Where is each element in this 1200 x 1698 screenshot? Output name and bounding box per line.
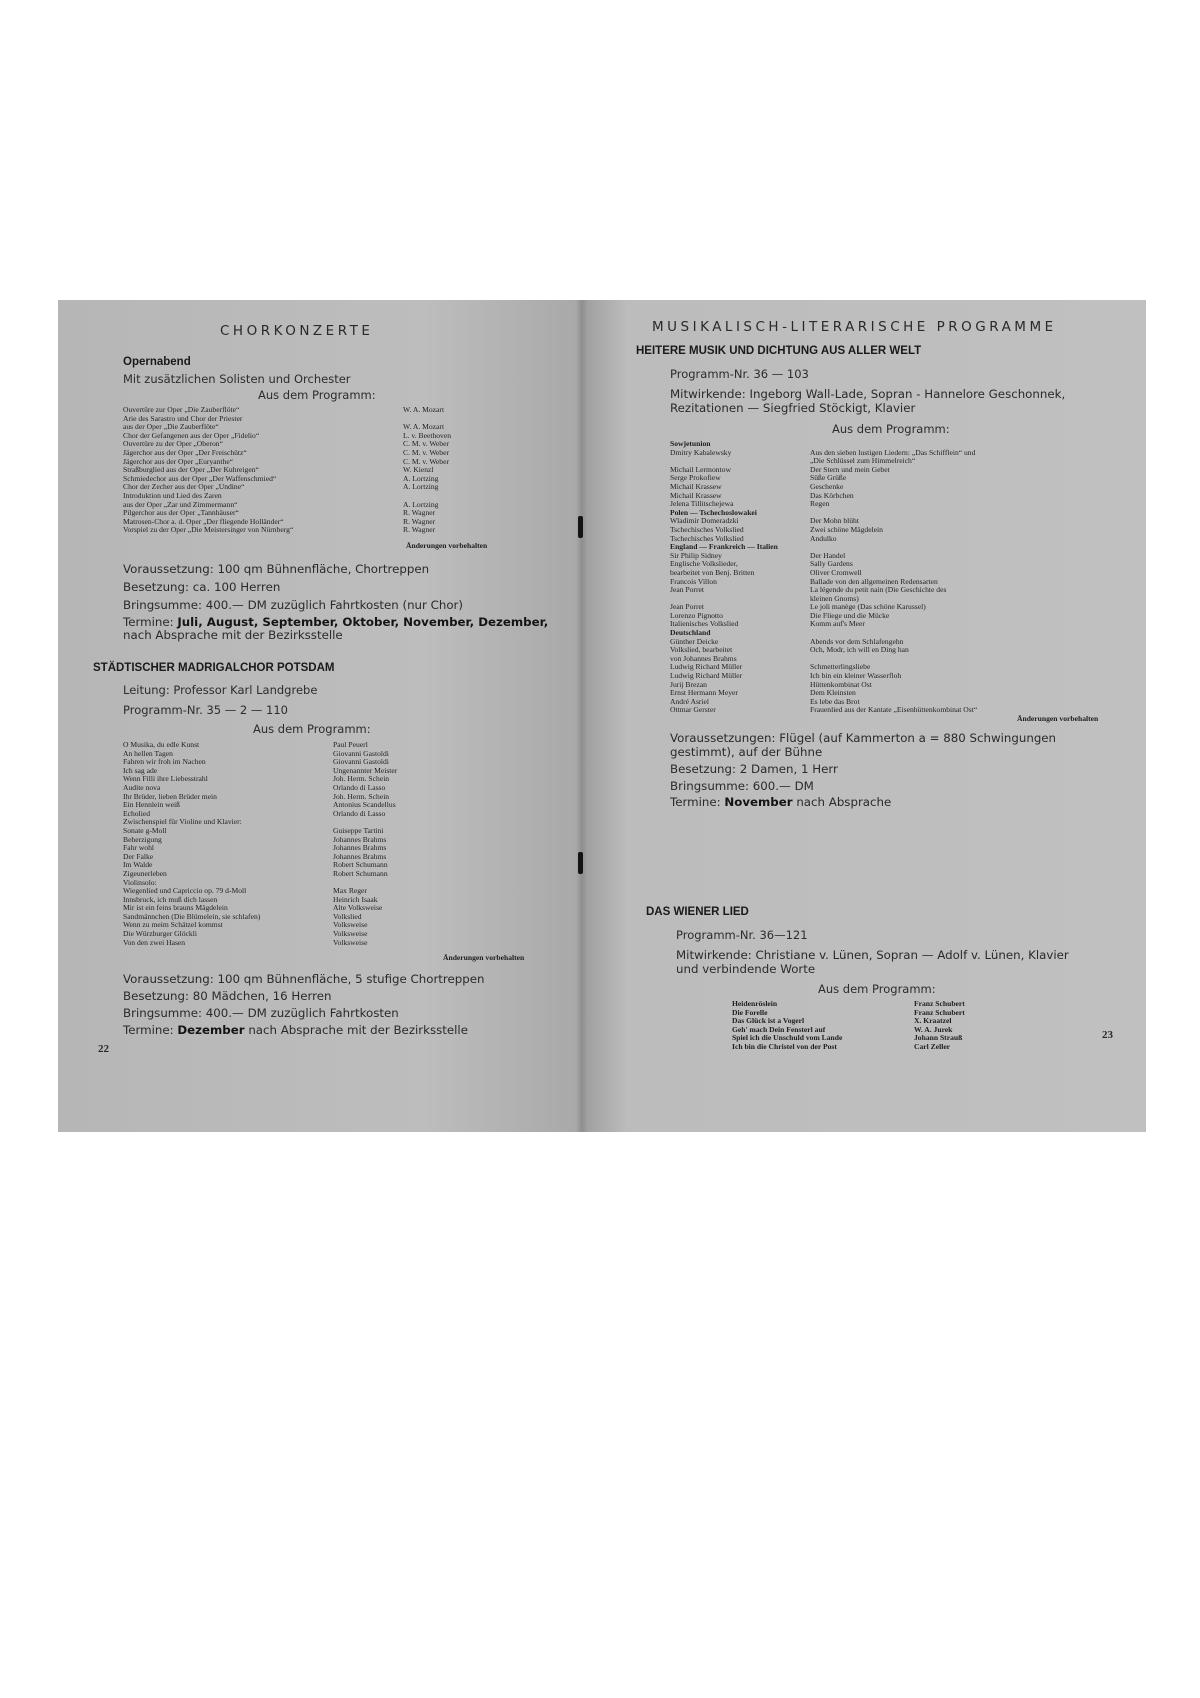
heitere-row-author-text: von Johannes Brahms — [670, 653, 737, 663]
madrigal-item-composer-text: Johannes Brahms — [333, 834, 387, 844]
heitere-row-title-text: Ballade von den allgemeinen Redensarten — [810, 576, 938, 586]
heitere-row-author-text: Dmitry Kabalewsky — [670, 447, 732, 457]
opernabend-termine — [123, 615, 548, 629]
madrigal-item-composer-text: Giovanni Gastoldi — [333, 748, 389, 758]
heitere-row-author-text: André Asriel — [670, 696, 710, 706]
madrigal-item-title-text: Echolied — [123, 808, 150, 818]
opernabend-item-title-text: aus der Oper „Die Zauberflöte“ — [123, 422, 219, 432]
opernabend-item-title-text: Jägerchor aus der Oper „Der Freischütz“ — [123, 447, 247, 457]
heitere-row-author — [670, 706, 820, 715]
madrigal-item-composer-text: Volksweise — [333, 937, 368, 947]
wiener-programm-nr: Programm-Nr. 36—121 — [676, 928, 808, 942]
opernabend-item-composer — [403, 526, 513, 535]
madrigal-item-composer-text: Volkslied — [333, 911, 362, 921]
heitere-row-title-text: Ich bin ein kleiner Wasserfloh — [810, 671, 902, 681]
heitere-termine — [670, 795, 891, 809]
heitere-row-author-text: Michail Krassew — [670, 490, 722, 500]
termine-label: Termine: — [123, 1023, 174, 1037]
opernabend-program-list — [123, 406, 423, 535]
madrigal-item-composer-text: Johannes Brahms — [333, 843, 387, 853]
heitere-row-author-text: Jean Porret — [670, 602, 704, 612]
page-number-right: 23 — [1102, 1029, 1113, 1041]
wiener-item-composer-text: W. A. Jurek — [914, 1024, 953, 1034]
heitere-row-title — [810, 474, 1110, 483]
termine-month: Dezember — [177, 1023, 245, 1037]
heitere-besetzung: Besetzung: 2 Damen, 1 Herr — [670, 762, 838, 776]
heitere-row-title-text: Der Mohn blüht — [810, 516, 859, 526]
heitere-row-title-text: Sally Gardens — [810, 559, 853, 569]
madrigal-item-composer — [333, 870, 453, 879]
heitere-row-title-text: Frauenlied aus der Kantate „Eisenhüttenkombinat Ost“ — [810, 705, 978, 715]
heitere-row-title-text: Aus den sieben lustigen Liedern: „Das Schifflein“ und — [810, 447, 976, 457]
heitere-row-author-text: Francois Villon — [670, 576, 717, 586]
heitere-row-title-text: Es lebe das Brot — [810, 696, 860, 706]
heitere-row-title-text: Regen — [810, 499, 830, 509]
heitere-row-title — [810, 466, 1110, 475]
madrigal-item-composer-text: Antonius Scandellus — [333, 800, 396, 810]
termine-label: Termine: — [123, 615, 174, 629]
opernabend-item-composer-text: W. A. Mozart — [403, 422, 445, 432]
wiener-item-title-text: Die Forelle — [732, 1007, 768, 1017]
heitere-row-title-text: Le joli manège (Das schöne Karussel) — [810, 602, 926, 612]
madrigal-item-composer-text: Max Reger — [333, 886, 367, 896]
madrigal-item-title-text: Sonate g-Moll — [123, 825, 167, 835]
opernabend-termine-rest: nach Absprache mit der Bezirksstelle — [123, 628, 343, 642]
madrigal-item-title-text: Wiegenlied und Capriccio op. 79 d-Moll — [123, 886, 247, 896]
madrigal-item-composer-text: Volksweise — [333, 920, 368, 930]
heitere-row-title — [810, 646, 1110, 655]
wiener-composer-list — [914, 1000, 1004, 1052]
madrigal-item-composer-text: Orlando di Lasso — [333, 782, 386, 792]
page-number-left: 22 — [98, 1043, 109, 1055]
opernabend-composer-list — [403, 406, 513, 535]
heitere-row-author-text: Jean Porret — [670, 585, 704, 595]
left-page — [58, 300, 582, 1132]
opernabend-item-composer-text: C. M. v. Weber — [403, 439, 449, 449]
wiener-item-composer — [914, 1043, 1004, 1052]
opernabend-item-title-text: Vorspiel zu der Oper „Die Meistersinger von Nürnberg“ — [123, 525, 294, 535]
heitere-row-author-text: Michail Lermontow — [670, 464, 731, 474]
opernabend-item-composer-text: R. Wagner — [403, 508, 436, 518]
opernabend-item-composer — [403, 483, 513, 492]
wiener-item-composer-text: X. Kraatzel — [914, 1016, 952, 1026]
heitere-row-author-text: Serge Prokofiew — [670, 473, 721, 483]
opernabend-item-title-text: Ouvertüre zu der Oper „Oberon“ — [123, 439, 223, 449]
heitere-voraussetzungen-1: Voraussetzungen: Flügel (auf Kammerton a = 880 Schwingungen — [670, 731, 1057, 745]
heitere-row-author-text: Ludwig Richard Müller — [670, 671, 743, 681]
wiener-item-title-text: Das Glück ist a Vogerl — [732, 1016, 805, 1026]
heitere-row-title-text: Komm auf's Meer — [810, 619, 865, 629]
opernabend-item-title-text: Introduktion und Lied des Zaren — [123, 490, 222, 500]
right-page — [582, 300, 1146, 1132]
madrigal-item-title-text: Ich sag ade — [123, 765, 158, 775]
heitere-row-author-text: Volkslied, bearbeitet — [670, 645, 733, 655]
opernabend-item-title-text: Straßburglied aus der Oper „Der Kuhreigen“ — [123, 465, 259, 475]
opernabend-item-composer-text: C. M. v. Weber — [403, 456, 449, 466]
wiener-item-title-text: Ich bin die Christel von der Post — [732, 1041, 837, 1051]
heitere-row-title — [810, 492, 1110, 501]
wiener-item-composer-text: Carl Zeller — [914, 1041, 951, 1051]
madrigal-item-title-text: Von den zwei Hasen — [123, 937, 186, 947]
heitere-row-author-text: Ottmar Gerster — [670, 705, 716, 715]
opernabend-item-composer-text: A. Lortzing — [403, 473, 439, 483]
heitere-row-author-text: Sir Philip Sidney — [670, 550, 722, 560]
heitere-bringsumme: Bringsumme: 600.— DM — [670, 779, 814, 793]
heitere-row-author-text: Deutschland — [670, 628, 711, 638]
heitere-row-title-text: kleinen Gnoms) — [810, 593, 859, 603]
madrigal-item-composer-text: Robert Schumann — [333, 860, 388, 870]
wiener-mitwirkende-1: Mitwirkende: Christiane v. Lünen, Sopran — Adolf v. Lünen, Klavier — [676, 948, 1069, 962]
opernabend-item-composer-text: W. A. Mozart — [403, 405, 445, 414]
madrigal-item-title-text: Beherzigung — [123, 834, 162, 844]
madrigal-item-title-text: Der Falke — [123, 851, 154, 861]
madrigal-programm-nr: Programm-Nr. 35 — 2 — 110 — [123, 703, 288, 717]
heitere-row-title-text: Der Handel — [810, 550, 846, 560]
opernabend-item-composer-text: C. M. v. Weber — [403, 447, 449, 457]
madrigal-item-title-text: Ein Hennlein weiß — [123, 800, 180, 810]
heitere-row-title — [810, 483, 1110, 492]
heitere-row-author — [670, 449, 820, 458]
madrigal-item-composer-text: Heinrich Isaak — [333, 894, 378, 904]
heitere-row-author-text: Ernst Hermann Meyer — [670, 688, 738, 698]
heitere-row-title — [810, 535, 1110, 544]
madrigal-besetzung: Besetzung: 80 Mädchen, 16 Herren — [123, 989, 332, 1003]
heitere-row-author-text: Ludwig Richard Müller — [670, 662, 743, 672]
opernabend-notice: Änderungen vorbehalten — [406, 541, 488, 550]
opernabend-item-title-text: Schmiedechor aus der Oper „Der Waffenschmied“ — [123, 473, 277, 483]
section-title-chorkonzerte: CHORKONZERTE — [220, 323, 374, 339]
madrigal-item-title-text: Sandmännchen (Die Blümelein, sie schlafen) — [123, 911, 261, 921]
heitere-row-title-text: La légende du petit nain (Die Geschichte des — [810, 585, 947, 595]
madrigal-item-composer-text: Joh. Herm. Schein — [333, 791, 390, 801]
madrigal-item-composer-text: Giovanni Gastoldi — [333, 757, 389, 767]
heitere-row-author-text: Tschechisches Volkslied — [670, 524, 744, 534]
heitere-notice: Änderungen vorbehalten — [1017, 714, 1099, 723]
opernabend-item-title-text: Ouvertüre zur Oper „Die Zauberflöte“ — [123, 405, 240, 414]
staple-top — [578, 516, 583, 538]
opernabend-item-title-text: Matrosen-Chor a. d. Oper „Der fliegende Holländer“ — [123, 516, 284, 526]
madrigal-bringsumme: Bringsumme: 400.— DM zuzüglich Fahrtkosten — [123, 1006, 399, 1020]
madrigal-item-title-text: O Musika, du edle Kunst — [123, 740, 200, 749]
madrigal-item-title-text: Fahren wir froh im Nachen — [123, 757, 206, 767]
opernabend-item-composer — [403, 406, 513, 415]
heitere-row-author-text: Englische Volkslieder, — [670, 559, 738, 569]
heitere-row-title — [810, 500, 1110, 509]
heitere-row-author-text: Michail Krassew — [670, 481, 722, 491]
heitere-mitwirkende-2: Rezitationen — Siegfried Stöckigt, Klavier — [670, 401, 916, 415]
wiener-mitwirkende-2: und verbindende Worte — [676, 962, 816, 976]
heitere-row-title-text: Abends vor dem Schlafengehn — [810, 636, 904, 646]
madrigal-item-title-text: Mir ist ein feins brauns Mägdelein — [123, 903, 228, 913]
wiener-item-title-text: Heidenröslein — [732, 999, 778, 1008]
madrigal-item-title-text: Zigeunerleben — [123, 868, 167, 878]
heitere-row-title-text: Oliver Cromwell — [810, 567, 862, 577]
opernabend-item-title-text: Chor der Gefangenen aus der Oper „Fidelio“ — [123, 430, 260, 440]
heitere-authors-list — [670, 440, 820, 715]
wiener-item-title-text: Spiel ich die Unschuld vom Lande — [732, 1033, 843, 1043]
heitere-row-title-text: Zwei schöne Mägdelein — [810, 524, 883, 534]
heitere-row-author-text: Polen — Tschechoslowakei — [670, 507, 757, 517]
wiener-item-composer-text: Johann Strauß — [914, 1033, 963, 1043]
madrigal-item-title-text: Audite nova — [123, 782, 161, 792]
heitere-row-author-text: Wladimir Domeradzki — [670, 516, 739, 526]
heitere-row-author-text: Italienisches Volkslied — [670, 619, 739, 629]
heitere-row-title — [810, 526, 1110, 535]
heitere-row-title-text: Och, Modr, ich will en Ding han — [810, 645, 909, 655]
opernabend-item-title-text: aus der Oper „Zar und Zimmermann“ — [123, 499, 238, 509]
opernabend-item-composer-text: R. Wagner — [403, 516, 436, 526]
heitere-row-title — [810, 552, 1110, 561]
opernabend-item-title-text: Jägerchor aus der Oper „Euryanthe“ — [123, 456, 234, 466]
heitere-heading: HEITERE MUSIK UND DICHTUNG AUS ALLER WELT — [636, 345, 922, 357]
opernabend-item-composer-text: W. Kienzl — [403, 465, 434, 475]
madrigal-composer-list — [333, 741, 453, 947]
heitere-row-title-text: Andulko — [810, 533, 837, 543]
termine-rest: nach Absprache — [796, 795, 892, 809]
madrigal-item-composer-text: Paul Peuerl — [333, 740, 368, 749]
wiener-item-composer-text: Franz Schubert — [914, 1007, 965, 1017]
section-title-musikalisch: MUSIKALISCH-LITERARISCHE PROGRAMME — [652, 319, 1057, 335]
heitere-mitwirkende-1: Mitwirkende: Ingeborg Wall-Lade, Sopran - Hannelore Geschonnek, — [670, 387, 1066, 401]
heitere-titles-list — [810, 440, 1110, 715]
madrigal-item-composer — [333, 939, 453, 948]
heitere-row-author-text: Jurij Brezan — [670, 679, 707, 689]
heitere-row-author-text: bearbeitet von Benj. Britten — [670, 567, 755, 577]
opernabend-item-composer-text: R. Wagner — [403, 525, 436, 535]
opernabend-item-composer-text: A. Lortzing — [403, 499, 439, 509]
wiener-heading: DAS WIENER LIED — [646, 906, 749, 918]
wiener-item-title — [732, 1043, 912, 1052]
opernabend-item-title-text: Arie des Sarastro und Chor der Priester — [123, 413, 243, 423]
heitere-row-title-text: Süße Grüße — [810, 473, 847, 483]
opernabend-bringsumme: Bringsumme: 400.— DM zuzüglich Fahrtkosten (nur Chor) — [123, 598, 464, 612]
opernabend-item-composer-text: L. v. Beethoven — [403, 430, 452, 440]
opernabend-heading: Opernabend — [123, 356, 191, 368]
wiener-item-composer-text: Franz Schubert — [914, 999, 965, 1008]
heitere-row-title-text: Das Körbchen — [810, 490, 854, 500]
gutter — [576, 300, 588, 1132]
wiener-item-title-text: Geh' mach Dein Fensterl auf — [732, 1024, 826, 1034]
heitere-program-label: Aus dem Programm: — [832, 422, 950, 436]
heitere-row-author-text: Tschechisches Volkslied — [670, 533, 744, 543]
staple-bottom — [578, 852, 583, 874]
madrigal-termine — [123, 1023, 468, 1037]
heitere-row-title-text: Dem Kleinsten — [810, 688, 856, 698]
madrigal-item-title-text: Im Walde — [123, 860, 153, 870]
madrigal-item-title-text: Wenn Filli ihre Liebesstrahl — [123, 774, 208, 784]
heitere-row-title-text: „Die Schlüssel zum Himmelreich“ — [810, 456, 916, 466]
heitere-row-author — [670, 586, 820, 595]
madrigal-item-title-text: Zwischenspiel für Violine und Klavier: — [123, 817, 242, 827]
madrigal-item-composer-text: Guiseppe Tartini — [333, 825, 384, 835]
opernabend-item-composer-text: A. Lortzing — [403, 482, 439, 492]
heitere-row-author-text: Sowjetunion — [670, 439, 711, 448]
heitere-row-title-text: Die Fliege und die Mücke — [810, 610, 890, 620]
madrigal-item-composer-text: Orlando di Lasso — [333, 808, 386, 818]
opernabend-item-title-text: Chor der Zecher aus der Oper „Undine“ — [123, 482, 245, 492]
heitere-row-author-text: Jelena Tillitschejewa — [670, 499, 734, 509]
madrigal-item-title-text: Fahr wohl — [123, 843, 155, 853]
madrigal-item-composer-text: Alte Volksweise — [333, 903, 383, 913]
madrigal-voraussetzung: Voraussetzung: 100 qm Bühnenfläche, 5 stufige Chortreppen — [123, 972, 485, 986]
termine-months: Juli, August, September, Oktober, November, Dezember, — [177, 615, 549, 629]
heitere-row-title-text: Der Stern und mein Gebet — [810, 464, 890, 474]
heitere-row-title — [810, 620, 1110, 629]
heitere-row-author-text: Günther Deicke — [670, 636, 719, 646]
opernabend-item-title-text: Pilgerchor aus der Oper „Tannhäuser“ — [123, 508, 239, 518]
opernabend-program-label: Aus dem Programm: — [258, 388, 376, 402]
heitere-voraussetzungen-2: gestimmt), auf der Bühne — [670, 745, 823, 759]
termine-rest: nach Absprache mit der Bezirksstelle — [248, 1023, 468, 1037]
madrigal-item-composer-text: Ungenannter Meister — [333, 765, 398, 775]
madrigal-item-title-text: Ihr Brüder, lieben Brüder mein — [123, 791, 217, 801]
madrigal-item-title-text: Innsbruck, ich muß dich lassen — [123, 894, 218, 904]
madrigal-notice: Änderungen vorbehalten — [443, 953, 525, 962]
opernabend-subtitle: Mit zusätzlichen Solisten und Orchester — [123, 372, 351, 386]
madrigal-program-label: Aus dem Programm: — [253, 722, 371, 736]
heitere-row-title-text: Schmetterlingsliebe — [810, 662, 871, 672]
heitere-row-author-text: Lorenzo Pignotto — [670, 610, 723, 620]
madrigal-leitung: Leitung: Professor Karl Landgrebe — [123, 683, 318, 697]
wiener-program-label: Aus dem Programm: — [818, 982, 936, 996]
heitere-row-title — [810, 543, 1110, 552]
madrigal-item-composer — [333, 810, 453, 819]
madrigal-item-composer-text: Joh. Herm. Schein — [333, 774, 390, 784]
opernabend-item-title — [123, 526, 423, 535]
termine-month: November — [724, 795, 793, 809]
madrigal-item-title-text: Wenn zu meim Schätzel kommst — [123, 920, 223, 930]
opernabend-voraussetzung: Voraussetzung: 100 qm Bühnenfläche, Chortreppen — [123, 562, 430, 576]
madrigal-item-title-text: Die Würzburger Glöckli — [123, 929, 197, 939]
madrigal-item-composer-text: Robert Schumann — [333, 868, 388, 878]
madrigal-item-composer-text: Johannes Brahms — [333, 851, 387, 861]
heitere-row-title-text: Geschenke — [810, 481, 844, 491]
wiener-program-list — [732, 1000, 912, 1052]
booklet-spread — [58, 300, 1146, 1132]
madrigal-heading: STÄDTISCHER MADRIGALCHOR POTSDAM — [93, 662, 335, 674]
heitere-programm-nr: Programm-Nr. 36 — 103 — [670, 367, 809, 381]
opernabend-besetzung: Besetzung: ca. 100 Herren — [123, 580, 281, 594]
madrigal-item-title-text: Violinsolo: — [123, 877, 157, 887]
termine-label: Termine: — [670, 795, 721, 809]
heitere-row-title-text: Hüttenkombinat Ost — [810, 679, 872, 689]
madrigal-item-composer-text: Volksweise — [333, 929, 368, 939]
heitere-row-author-text: England — Frankreich — Italien — [670, 542, 778, 552]
madrigal-item-title-text: An hellen Tagen — [123, 748, 173, 758]
